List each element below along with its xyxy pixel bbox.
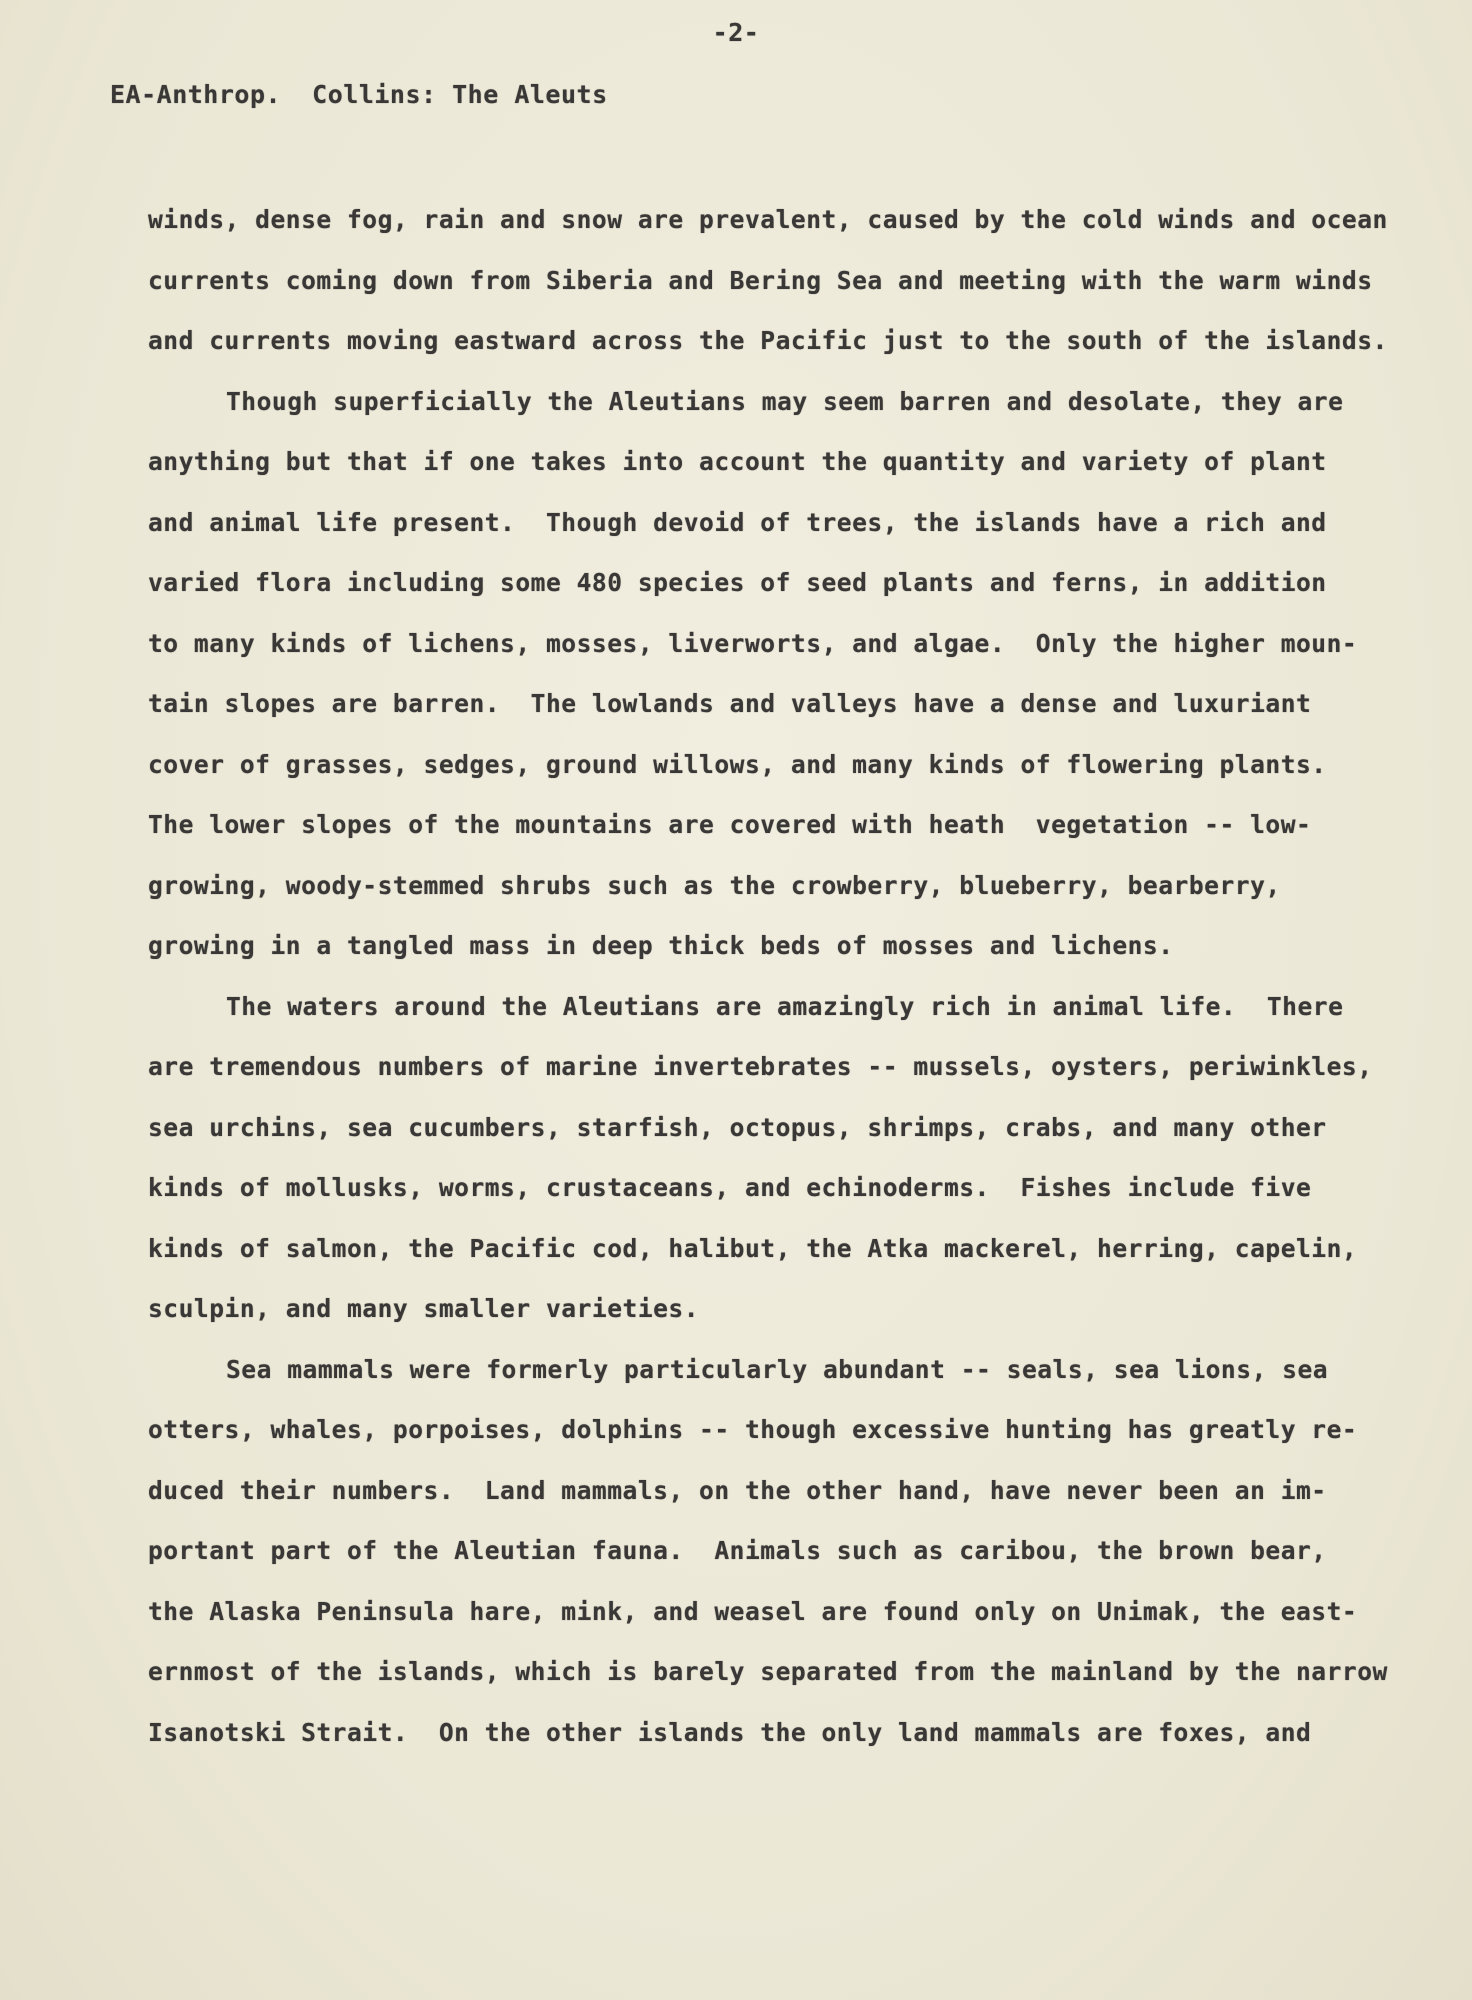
text-line: currents coming down from Siberia and Bering Sea and meeting with the warm winds <box>148 265 1373 295</box>
text-line: sculpin, and many smaller varieties. <box>148 1294 700 1323</box>
text-line: The waters around the Aleutians are amazingly rich in animal life. There <box>226 991 1344 1021</box>
text-line: and animal life present. Though devoid of trees, the islands have a rich and <box>148 507 1327 537</box>
text-line: Though superficially the Aleutians may seem barren and desolate, they are <box>226 386 1344 416</box>
text-line: ernmost of the islands, which is barely separated from the mainland by the narrow <box>148 1657 1388 1686</box>
text-line: duced their numbers. Land mammals, on the other hand, have never been an im- <box>148 1475 1327 1505</box>
text-line: tain slopes are barren. The lowlands and valleys have a dense and luxuriant <box>148 689 1312 718</box>
text-line: cover of grasses, sedges, ground willows, and many kinds of flowering plants. <box>148 749 1327 779</box>
text-line: Isanotski Strait. On the other islands the only land mammals are foxes, and <box>148 1717 1312 1747</box>
text-line: growing in a tangled mass in deep thick beds of mosses and lichens. <box>148 931 1174 960</box>
paragraph <box>148 382 1388 987</box>
text-line: growing, woody-stemmed shrubs such as the crowberry, blueberry, bearberry, <box>148 870 1281 900</box>
text-line: kinds of mollusks, worms, crustaceans, and echinoderms. Fishes include five <box>148 1173 1312 1202</box>
body-text <box>148 200 1388 1773</box>
text-line: The lower slopes of the mountains are covered with heath vegetation -- low- <box>148 810 1312 839</box>
text-line: otters, whales, porpoises, dolphins -- though excessive hunting has greatly re- <box>148 1415 1358 1444</box>
text-line: kinds of salmon, the Pacific cod, halibut, the Atka mackerel, herring, capelin, <box>148 1233 1358 1263</box>
page-number: -2- <box>712 18 760 47</box>
text-line: varied flora including some 480 species of seed plants and ferns, in addition <box>148 568 1327 597</box>
text-line: are tremendous numbers of marine invertebrates -- mussels, oysters, periwinkles, <box>148 1052 1373 1081</box>
text-line: winds, dense fog, rain and snow are prevalent, caused by the cold winds and ocean <box>148 205 1388 234</box>
text-line: to many kinds of lichens, mosses, liverworts, and algae. Only the higher moun- <box>148 628 1358 658</box>
text-line: anything but that if one takes into account the quantity and variety of plant <box>148 447 1327 476</box>
running-header: EA-Anthrop. Collins: The Aleuts <box>110 80 608 109</box>
text-line: the Alaska Peninsula hare, mink, and weasel are found only on Unimak, the east- <box>148 1596 1358 1626</box>
paragraph <box>148 200 1388 382</box>
text-line: sea urchins, sea cucumbers, starfish, octopus, shrimps, crabs, and many other <box>148 1112 1327 1142</box>
text-line: and currents moving eastward across the Pacific just to the south of the islands. <box>148 326 1388 355</box>
paragraph <box>148 987 1388 1350</box>
text-line: portant part of the Aleutian fauna. Animals such as caribou, the brown bear, <box>148 1536 1327 1565</box>
text-line: Sea mammals were formerly particularly abundant -- seals, sea lions, sea <box>226 1354 1329 1384</box>
paragraph <box>148 1350 1388 1774</box>
